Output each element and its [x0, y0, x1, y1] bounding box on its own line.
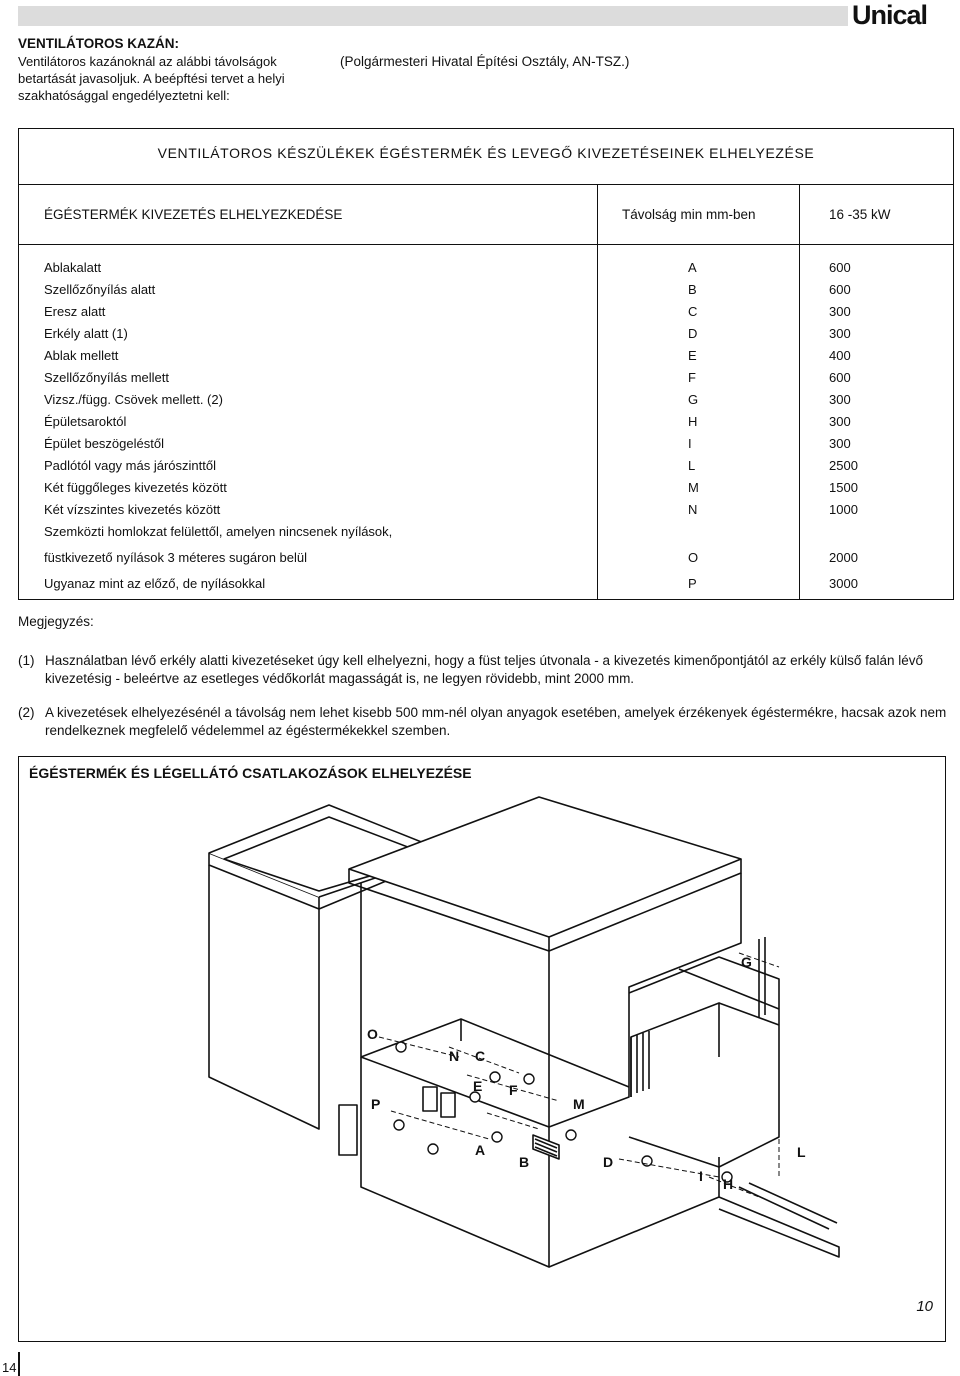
table-row: [19, 453, 953, 475]
window: [441, 1093, 455, 1117]
row-label: Két függőleges kivezetés között: [44, 480, 227, 495]
row-label: Ablakalatt: [44, 260, 102, 275]
row-label: Szellőzőnyílás mellett: [44, 370, 169, 385]
row-distance: 600: [829, 370, 851, 385]
row-code: F: [688, 370, 696, 385]
row-distance: 1500: [829, 480, 858, 495]
table-row: [19, 365, 953, 387]
table-row: [19, 387, 953, 409]
row-label: Épületsaroktól: [44, 414, 127, 429]
notes-title: Megjegyzés:: [18, 614, 94, 629]
door: [339, 1105, 357, 1155]
label-B: B: [519, 1154, 530, 1170]
header-distance: Távolság min mm-ben: [622, 207, 756, 222]
figure-panel: [18, 756, 946, 1342]
brand-logo: Unical: [852, 0, 928, 30]
row-label-line: füstkivezető nyílások 3 méteres sugáron belül: [44, 550, 308, 565]
row-code: A: [688, 260, 697, 275]
row-code: M: [688, 480, 699, 495]
label-I: I: [699, 1168, 703, 1184]
row-label: Vizsz./függ. Csövek mellett. (2): [44, 392, 223, 407]
table-row: [19, 431, 953, 453]
row-label: Ablak mellett: [44, 348, 119, 363]
row-distance: 2500: [829, 458, 858, 473]
table-row: [19, 409, 953, 431]
row-code: G: [688, 392, 699, 407]
table-row: [19, 475, 953, 497]
note-item: [18, 652, 948, 688]
intro-heading: VENTILÁTOROS KAZÁN:: [18, 36, 179, 51]
label-N: N: [449, 1048, 460, 1064]
row-label: Szellőzőnyílás alatt: [44, 282, 156, 297]
table-row: [19, 497, 953, 519]
page-number: 14: [2, 1360, 17, 1375]
row-distance: 3000: [829, 576, 858, 591]
label-E: E: [473, 1078, 483, 1094]
row-distance: 300: [829, 326, 851, 341]
label-C: C: [475, 1048, 486, 1064]
row-code: N: [688, 502, 698, 517]
intro-right-text: (Polgármesteri Hivatal Építési Osztály, AN-TSZ.): [340, 54, 630, 69]
label-A: A: [475, 1142, 486, 1158]
row-code: E: [688, 348, 697, 363]
label-M: M: [573, 1096, 585, 1112]
row-label: Padlótól vagy más járószinttől: [44, 458, 216, 473]
row-code: L: [688, 458, 696, 473]
row-code: D: [688, 326, 698, 341]
label-H: H: [723, 1176, 734, 1192]
vent-grille: [533, 1135, 559, 1159]
row-distance: 600: [829, 260, 851, 275]
row-label: Épület beszögeléstől: [44, 436, 164, 451]
table-title: VENTILÁTOROS KÉSZÜLÉKEK ÉGÉSTERMÉK ÉS LEVEGŐ KIVEZETÉSEINEK ELHELYEZÉSE: [19, 129, 953, 185]
intro-left-text: Ventilátoros kazánoknál az alábbi távolságok betartását javasoljuk. A beépftési tervet a helyi szakhatósággal engedélyeztetni kell:: [18, 54, 285, 103]
table-header-row: [19, 185, 953, 245]
row-code: H: [688, 414, 698, 429]
note-text: Használatban lévő erkély alatti kivezetéseket úgy kell elhelyezni, hogy a füst teljes útvonala - a kivezetés kimenőpontjától az erkély külső falán lévő kivezetésig - beleértve az esetleges védőkorlát magasságát is, ne legyen rövidebb, mint 2000 mm.: [45, 653, 923, 686]
chimney-pipe: [759, 937, 765, 1017]
note-number: (1): [18, 653, 35, 668]
label-G: G: [741, 954, 752, 970]
row-label: Két vízszintes kivezetés között: [44, 502, 221, 517]
table-row: [19, 519, 953, 571]
row-distance: 300: [829, 414, 851, 429]
table-row: [19, 321, 953, 343]
row-code: I: [688, 436, 692, 451]
label-P: P: [371, 1096, 381, 1112]
row-label: [44, 519, 604, 571]
row-label-line: Szemközti homlokzat felülettől, amelyen nincsenek nyílások,: [44, 524, 393, 539]
building-drawing: [19, 757, 947, 1343]
row-distance: 600: [829, 282, 851, 297]
table-row: [19, 255, 953, 277]
row-label: Eresz alatt: [44, 304, 106, 319]
label-F: F: [509, 1082, 518, 1098]
header-bar: [18, 6, 848, 26]
header-location: ÉGÉSTERMÉK KIVEZETÉS ELHELYEZKEDÉSE: [44, 207, 343, 222]
row-distance: 2000: [829, 550, 858, 565]
row-label: Ugyanaz mint az előző, de nyílásokkal: [44, 576, 266, 591]
label-D: D: [603, 1154, 614, 1170]
page-marker: [18, 1352, 20, 1376]
row-code: O: [688, 550, 699, 565]
row-distance: 400: [829, 348, 851, 363]
label-L: L: [797, 1144, 806, 1160]
figure-number: 10: [916, 1298, 933, 1315]
note-item: [18, 704, 948, 740]
row-distance: 1000: [829, 502, 858, 517]
row-code: P: [688, 576, 697, 591]
table-row: [19, 571, 953, 593]
distance-table: [18, 128, 954, 600]
table-row: [19, 343, 953, 365]
row-distance: 300: [829, 392, 851, 407]
row-distance: 300: [829, 304, 851, 319]
table-row: [19, 299, 953, 321]
main-roof: [349, 797, 741, 937]
balcony-railing: [631, 1003, 719, 1097]
label-O: O: [367, 1026, 378, 1042]
note-text: A kivezetések elhelyezésénél a távolság nem lehet kisebb 500 mm-nél olyan anyagok esetében, amelyek érzékenyek égéstermékre, hacsak azok nem rendelkeznek megfelelő védelemmel az égéstermékekkel szemben.: [45, 705, 947, 738]
row-code: B: [688, 282, 697, 297]
table-body: [19, 255, 953, 593]
row-code: C: [688, 304, 698, 319]
row-label: Erkély alatt (1): [44, 326, 128, 341]
table-row: [19, 277, 953, 299]
window: [423, 1087, 437, 1111]
row-distance: 300: [829, 436, 851, 451]
note-number: (2): [18, 705, 35, 720]
header-power: 16 -35 kW: [829, 207, 891, 222]
figure-title: ÉGÉSTERMÉK ÉS LÉGELLÁTÓ CSATLAKOZÁSOK ELHELYEZÉSE: [29, 765, 472, 781]
